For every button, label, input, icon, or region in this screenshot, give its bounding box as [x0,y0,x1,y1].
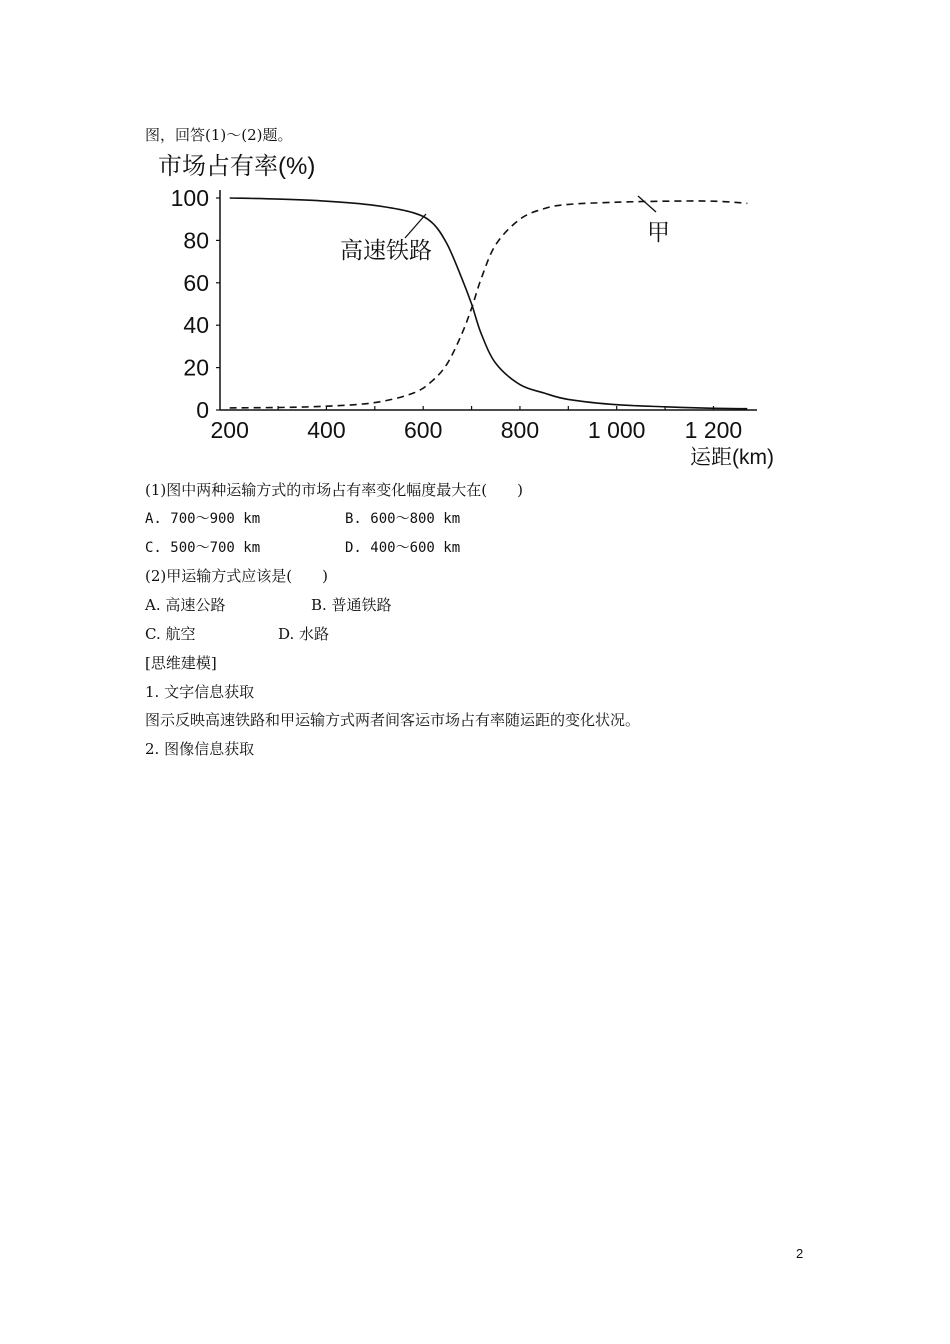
question-1: (1)图中两种运输方式的市场占有率变化幅度最大在( ) [145,481,523,499]
y-axis-label: 市场占有率(%) [158,153,316,180]
x-axis-label: 运距(km) [690,446,774,469]
high-speed-rail-leader [405,214,426,238]
intro-text: 图，回答(1)～(2)题。 [145,126,293,144]
q2-option-b: B. 普通铁路 [311,596,392,614]
jia-label: 甲 [647,219,670,245]
q2-option-c: C. 航空 [145,625,196,643]
thinking-step-2: 2. 图像信息获取 [145,740,255,758]
y-tick-label: 0 [196,397,209,423]
thinking-step-1: 1. 文字信息获取 [145,683,255,701]
market-share-chart [150,146,800,472]
y-tick-label: 40 [183,312,209,339]
q1-option-d: D. 400～600 km [345,540,461,556]
y-tick-label: 20 [183,354,209,381]
question-2: (2)甲运输方式应该是( ) [145,567,328,585]
q1-option-c: C. 500～700 km [145,540,261,556]
q2-option-a: A. 高速公路 [145,596,226,614]
q2-option-d: D. 水路 [278,625,330,643]
q1-option-a: A. 700～900 km [145,511,261,527]
y-tick-label: 100 [170,185,209,211]
q1-option-b: B. 600～800 km [345,511,461,527]
jia-leader [638,196,656,212]
x-tick-label: 1 200 [684,417,743,443]
high-speed-rail-label: 高速铁路 [340,237,432,263]
x-tick-label: 200 [210,417,249,443]
thinking-heading: [思维建模] [145,654,217,672]
y-tick-label: 60 [183,269,209,296]
y-tick-label: 80 [183,227,209,254]
x-tick-label: 600 [404,417,443,443]
x-tick-label: 400 [307,417,346,443]
page-number: 2 [796,1246,804,1261]
thinking-step-1-text: 图示反映高速铁路和甲运输方式两者间客运市场占有率随运距的变化状况。 [145,711,641,729]
x-tick-label: 1 000 [587,417,646,443]
x-tick-label: 800 [500,417,540,443]
